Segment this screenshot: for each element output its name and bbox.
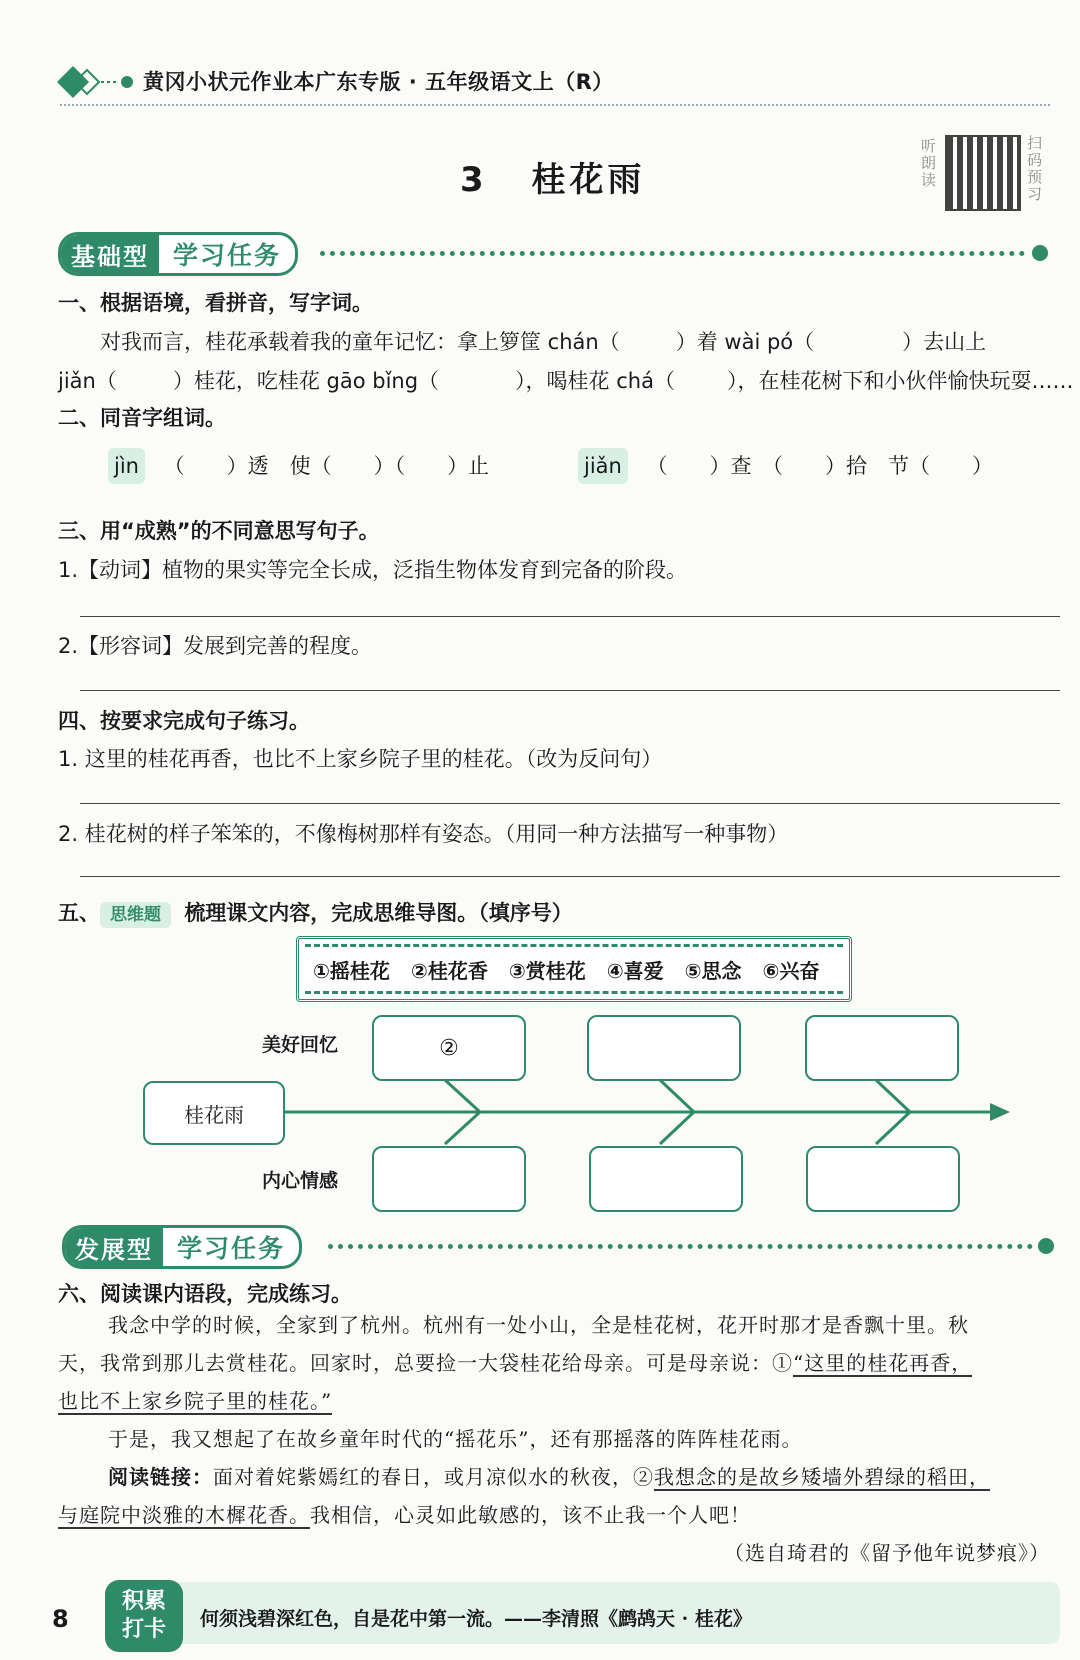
q5-option: ②桂花香 [410, 959, 488, 983]
q5-center-label: 桂花雨 [184, 1102, 244, 1127]
footer-quote: 何须浅碧深红色，自是花中第一流。——李清照《鹧鸪天 · 桂花》 [200, 1608, 752, 1630]
q5-center-node [143, 1081, 285, 1145]
q6-line: 我念中学的时候，全家到了杭州。杭州有一处小山，全是桂花树，花开时那才是香飘十里。秋 [108, 1313, 969, 1337]
q5-option: ④喜爱 [606, 959, 664, 983]
q6-line [58, 1458, 1058, 1496]
q5-row-top-label: 美好回忆 [262, 1034, 339, 1056]
q2-pinyin1: jìn [108, 448, 145, 484]
section-dev-tag: 发展型 [65, 1228, 163, 1266]
page-number: 8 [52, 1605, 69, 1633]
q5-option: ⑤思念 [684, 959, 742, 983]
q5-option: ③赏桂花 [508, 959, 586, 983]
q6-underlined-sentence-1: “这里的桂花再香， [793, 1351, 973, 1375]
q6-heading: 六、阅读课内语段，完成练习。 [58, 1282, 352, 1306]
q5-top-box-2[interactable] [587, 1015, 741, 1081]
q5-row-bottom-label: 内心情感 [262, 1170, 339, 1192]
lesson-number: 3 [460, 160, 488, 200]
section-dev-dots [328, 1244, 1033, 1249]
q5-option: ⑥兴奋 [762, 959, 820, 983]
q6-line [58, 1496, 1058, 1534]
q6-line: 于是，我又想起了在故乡童年时代的“摇花乐”，还有那摇落的阵阵桂花雨。 [108, 1427, 803, 1451]
q5-bottom-box-2[interactable] [589, 1146, 743, 1212]
q6-link-label: 阅读链接： [108, 1465, 213, 1489]
q1-text: ）去山上 [902, 330, 987, 354]
q6-underlined-sentence-2: 我想念的是故乡矮墙外碧绿的稻田， [654, 1465, 990, 1489]
q6-passage [58, 1306, 1058, 1572]
section-dev-dot-end [1038, 1238, 1054, 1254]
q1-text: ），喝桂花 chá（ [515, 369, 675, 393]
q6-line [58, 1344, 1058, 1382]
q6-source: （选自琦君的《留予他年说梦痕》） [724, 1541, 1050, 1565]
q1-text: 对我而言，桂花承载着我的童年记忆：拿上箩筐 chán（ [100, 330, 620, 354]
footer-badge [105, 1580, 183, 1652]
q5-top-box-3[interactable] [805, 1015, 959, 1081]
section-basic-label: 学习任务 [173, 241, 282, 270]
q6-line [58, 1382, 1058, 1420]
lesson-name: 桂花雨 [531, 160, 646, 200]
header-title: 黄冈小状元作业本广东专版 · 五年级语文上（R） [143, 70, 614, 94]
q2-group2-blanks[interactable]: （ ）查 （ ）拾 节（ ） [646, 454, 994, 478]
qr-left-caption: 听朗读 [919, 138, 937, 189]
footer-badge-top: 积累 [121, 1589, 166, 1614]
q2-pinyin2: jiǎn [578, 448, 628, 484]
q4-item2: 2. 桂花树的样子笨笨的，不像梅树那样有姿态。（用同一种方法描写一种事物） [58, 822, 789, 846]
q5-bottom-box-3[interactable] [806, 1146, 960, 1212]
section-dev-banner [62, 1225, 302, 1269]
q1-heading: 一、根据语境，看拼音，写字词。 [58, 291, 373, 315]
q1-text: ）桂花，吃桂花 gāo bǐng（ [172, 369, 440, 393]
q4-heading: 四、按要求完成句子练习。 [58, 709, 310, 733]
qr-right-caption: 扫码预习 [1025, 135, 1043, 203]
q5-number: 五、 [58, 901, 100, 925]
q1-text: jiǎn（ [58, 369, 117, 393]
q5-filled-answer: ② [439, 1035, 459, 1061]
q6-underlined-sentence-1b: 也比不上家乡院子里的桂花。” [58, 1389, 333, 1413]
q1-text: ），在桂花树下和小伙伴愉快玩耍…… [726, 369, 1074, 393]
section-basic-tag: 基础型 [61, 235, 159, 273]
q6-text: 面对着姹紫嫣红的春日，或月凉似水的秋夜，② [213, 1465, 654, 1489]
q6-text: 天，我常到那儿去赏桂花。回家时，总要捡一大袋桂花给母亲。可是母亲说：① [58, 1351, 793, 1375]
q4-item1: 1. 这里的桂花再香，也比不上家乡院子里的桂花。（改为反问句） [58, 747, 663, 771]
q6-text: 我相信，心灵如此敏感的，该不止我一个人吧！ [310, 1503, 751, 1527]
q5-top-box-1[interactable] [372, 1015, 526, 1081]
q1-text: ）着 wài pó（ [675, 330, 815, 354]
q2-heading: 二、同音字组词。 [58, 406, 226, 430]
q2-group1-blanks[interactable]: （ ）透 使（ ）（ ）止 [163, 454, 490, 478]
q5-badge: 思维题 [100, 902, 171, 928]
q3-heading: 三、用“成熟”的不同意思写句子。 [58, 519, 380, 543]
q6-underlined-sentence-2b: 与庭院中淡雅的木樨花香。 [58, 1503, 310, 1527]
q5-option: ①摇桂花 [313, 959, 390, 983]
section-dev-label: 学习任务 [177, 1234, 286, 1263]
q5-bottom-box-1[interactable] [372, 1146, 526, 1212]
q3-item2: 2.【形容词】发展到完善的程度。 [58, 634, 373, 658]
q5-heading: 梳理课文内容，完成思维导图。（填序号） [184, 901, 573, 925]
footer-badge-bottom: 打卡 [121, 1617, 166, 1642]
q3-item1: 1.【动词】植物的果实等完全长成，泛指生物体发育到完备的阶段。 [58, 558, 688, 582]
